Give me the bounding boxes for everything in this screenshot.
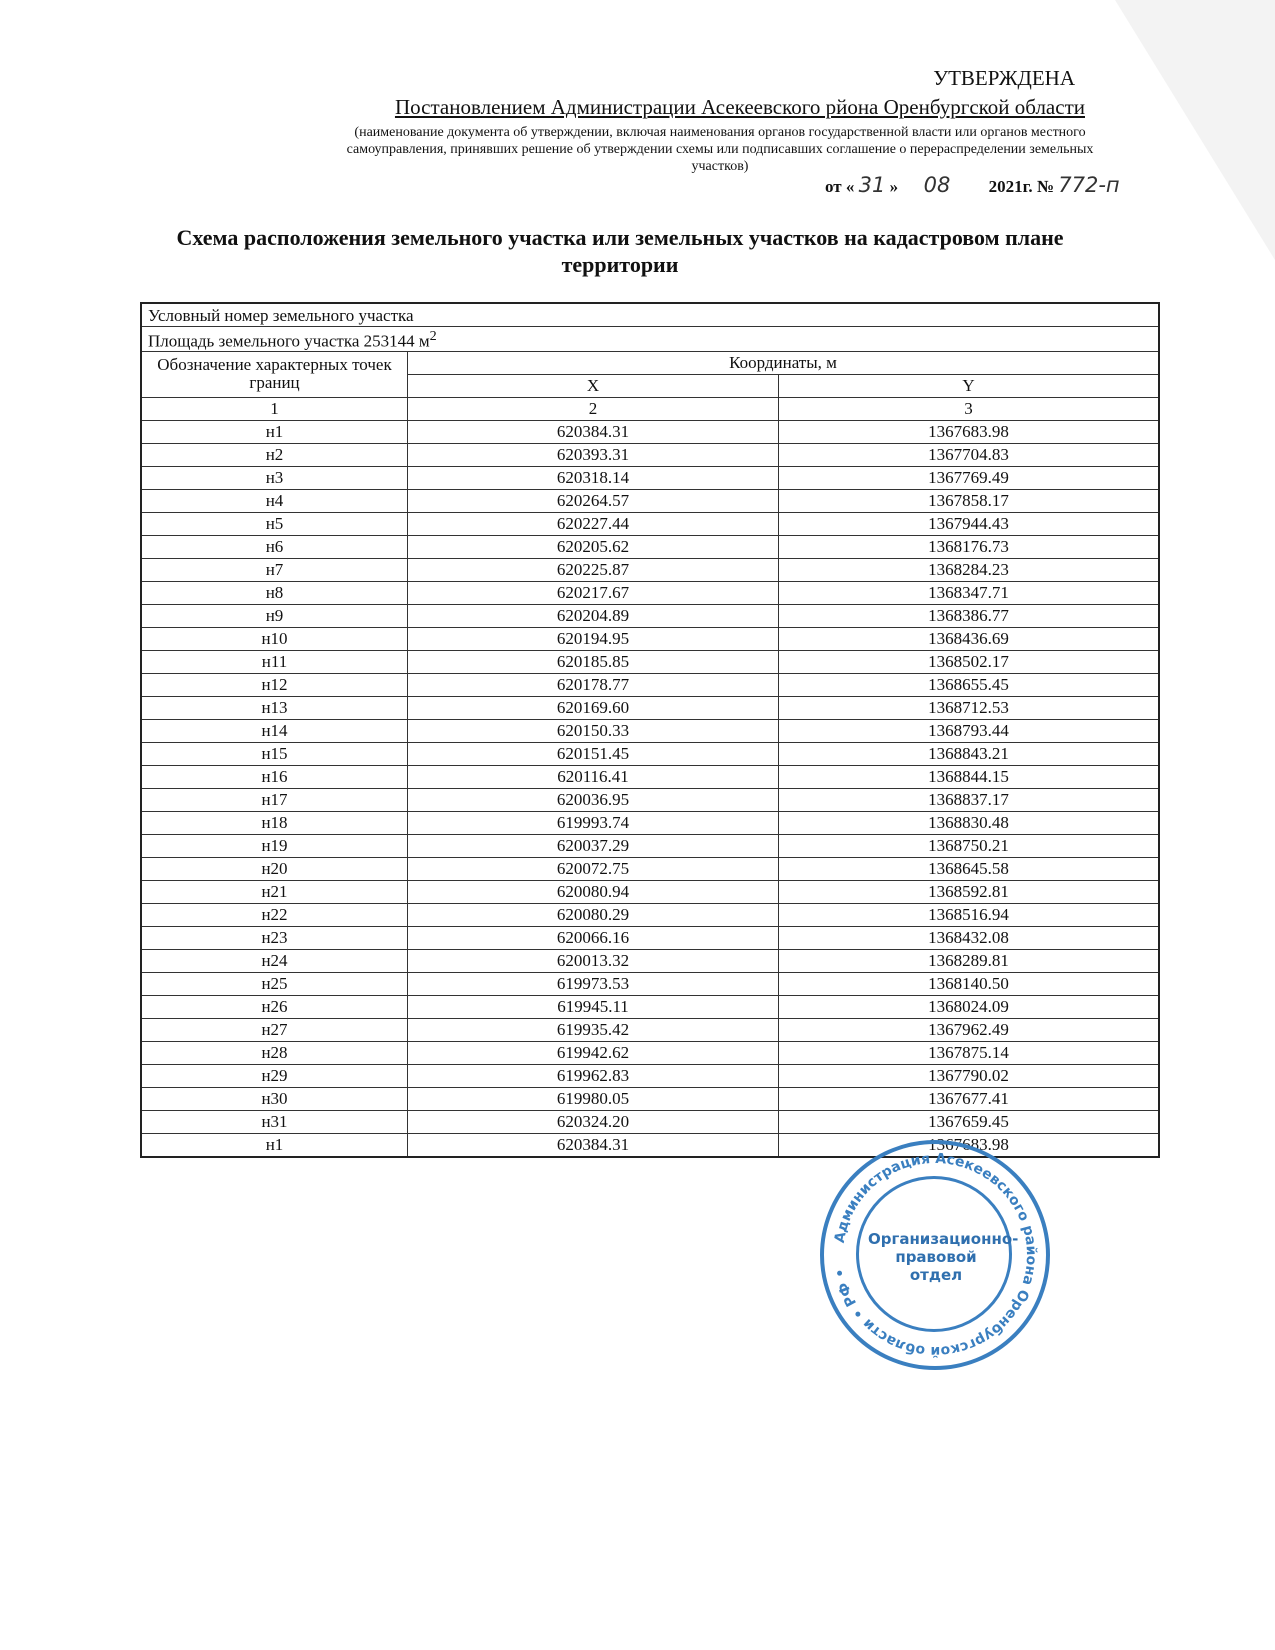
table-row: [141, 420, 1159, 443]
point-cell: н18: [141, 811, 408, 834]
area-unit-sup: 2: [429, 328, 437, 344]
x-cell: 620384.31: [408, 420, 779, 443]
y-cell: 1368837.17: [779, 788, 1160, 811]
point-cell: н15: [141, 742, 408, 765]
table-row: [141, 788, 1159, 811]
table-row: [141, 765, 1159, 788]
y-cell: 1367790.02: [779, 1064, 1160, 1087]
x-cell: 620150.33: [408, 719, 779, 742]
x-cell: 620227.44: [408, 512, 779, 535]
point-cell: н2: [141, 443, 408, 466]
x-cell: 619980.05: [408, 1087, 779, 1110]
y-cell: 1368830.48: [779, 811, 1160, 834]
table-row: [141, 627, 1159, 650]
y-cell: 1368516.94: [779, 903, 1160, 926]
x-cell: 620318.14: [408, 466, 779, 489]
point-cell: н8: [141, 581, 408, 604]
col-points-header: Обозначение характерных точек границ: [141, 351, 408, 397]
col-x-header: X: [408, 374, 779, 397]
table-row: [141, 1064, 1159, 1087]
y-cell: 1367858.17: [779, 489, 1160, 512]
y-cell: 1368655.45: [779, 673, 1160, 696]
y-cell: 1367704.83: [779, 443, 1160, 466]
x-cell: 620324.20: [408, 1110, 779, 1133]
point-cell: н17: [141, 788, 408, 811]
table-row: [141, 719, 1159, 742]
table-row: [141, 811, 1159, 834]
x-cell: 620217.67: [408, 581, 779, 604]
point-cell: н31: [141, 1110, 408, 1133]
point-cell: н25: [141, 972, 408, 995]
y-cell: 1367683.98: [779, 1133, 1160, 1157]
handwritten-number: 772-п: [1058, 173, 1120, 197]
coordinates-table: [140, 302, 1160, 1158]
stamp-center-label: Организационно-правовой отдел: [868, 1230, 1019, 1284]
col-number-1: 1: [141, 397, 408, 420]
y-cell: 1367962.49: [779, 1018, 1160, 1041]
table-row: [141, 604, 1159, 627]
point-cell: н1: [141, 420, 408, 443]
point-cell: н20: [141, 857, 408, 880]
y-cell: 1368284.23: [779, 558, 1160, 581]
x-cell: 619945.11: [408, 995, 779, 1018]
x-cell: 620151.45: [408, 742, 779, 765]
conditional-number-cell: Условный номер земельного участка: [141, 303, 1159, 327]
x-cell: 620072.75: [408, 857, 779, 880]
x-cell: 620185.85: [408, 650, 779, 673]
point-cell: н7: [141, 558, 408, 581]
x-cell: 620178.77: [408, 673, 779, 696]
y-cell: 1368289.81: [779, 949, 1160, 972]
table-row: [141, 1110, 1159, 1133]
resolution-line: Постановлением Администрации Асекеевского рйона Оренбургской области: [394, 95, 1085, 119]
table-row: [141, 535, 1159, 558]
table-row: [141, 1041, 1159, 1064]
point-cell: н14: [141, 719, 408, 742]
table-row: [141, 466, 1159, 489]
y-cell: 1368436.69: [779, 627, 1160, 650]
y-cell: 1367769.49: [779, 466, 1160, 489]
approved-heading: УТВЕРЖДЕНА: [933, 66, 1075, 90]
x-cell: 620116.41: [408, 765, 779, 788]
point-cell: н12: [141, 673, 408, 696]
point-cell: н5: [141, 512, 408, 535]
col-y-header: Y: [779, 374, 1160, 397]
table-row: [141, 1018, 1159, 1041]
x-cell: 620205.62: [408, 535, 779, 558]
approval-date-line: [825, 173, 1120, 197]
x-cell: 620036.95: [408, 788, 779, 811]
table-row: [141, 581, 1159, 604]
point-cell: н26: [141, 995, 408, 1018]
y-cell: 1368712.53: [779, 696, 1160, 719]
table-row: [141, 972, 1159, 995]
date-prefix: от «: [825, 177, 855, 196]
handwritten-day: 31: [858, 173, 886, 197]
y-cell: 1367659.45: [779, 1110, 1160, 1133]
col-number-3: 3: [779, 397, 1160, 420]
approval-note: (наименование документа об утверждении, включая наименования органов государственной власти или органов местного самоуправления, принявших решение об утверждении схемы или подписавших соглашение о перераспределении земельных участков): [346, 125, 1094, 174]
point-cell: н22: [141, 903, 408, 926]
x-cell: 620169.60: [408, 696, 779, 719]
point-cell: н23: [141, 926, 408, 949]
area-row: [141, 327, 1159, 352]
y-cell: 1368502.17: [779, 650, 1160, 673]
table-row: [141, 857, 1159, 880]
table-row: [141, 443, 1159, 466]
y-cell: 1368176.73: [779, 535, 1160, 558]
x-cell: 620037.29: [408, 834, 779, 857]
x-cell: 619962.83: [408, 1064, 779, 1087]
table-row: [141, 489, 1159, 512]
date-mid: »: [889, 177, 899, 196]
point-cell: н29: [141, 1064, 408, 1087]
table-row: [141, 903, 1159, 926]
table-row: [141, 650, 1159, 673]
point-cell: н6: [141, 535, 408, 558]
table-row: [141, 512, 1159, 535]
table-row: [141, 1087, 1159, 1110]
x-cell: 620066.16: [408, 926, 779, 949]
y-cell: 1368645.58: [779, 857, 1160, 880]
y-cell: 1368386.77: [779, 604, 1160, 627]
handwritten-month: 08: [923, 173, 951, 197]
point-cell: н21: [141, 880, 408, 903]
table-row: [141, 949, 1159, 972]
x-cell: 620384.31: [408, 1133, 779, 1157]
page-fold-shadow: [1115, 0, 1275, 260]
point-cell: н1: [141, 1133, 408, 1157]
col-number-2: 2: [408, 397, 779, 420]
table-row: [141, 742, 1159, 765]
table-row: [141, 696, 1159, 719]
point-cell: н9: [141, 604, 408, 627]
document-title: Схема расположения земельного участка или земельных участков на кадастровом плане территории: [176, 225, 1064, 277]
y-cell: 1368793.44: [779, 719, 1160, 742]
area-label: Площадь земельного участка 253144 м: [148, 331, 430, 351]
stamp-ring-label: Администрация Асекеевского района Оренбургской области • РФ •: [831, 1150, 1040, 1360]
conditional-number-row: [141, 303, 1159, 327]
y-cell: 1368432.08: [779, 926, 1160, 949]
x-cell: 619973.53: [408, 972, 779, 995]
y-cell: 1368347.71: [779, 581, 1160, 604]
x-cell: 620393.31: [408, 443, 779, 466]
y-cell: 1368750.21: [779, 834, 1160, 857]
x-cell: 620080.29: [408, 903, 779, 926]
table-row: [141, 558, 1159, 581]
point-cell: н4: [141, 489, 408, 512]
y-cell: 1367944.43: [779, 512, 1160, 535]
x-cell: 620204.89: [408, 604, 779, 627]
y-cell: 1367677.41: [779, 1087, 1160, 1110]
point-cell: н28: [141, 1041, 408, 1064]
point-cell: н19: [141, 834, 408, 857]
point-cell: н3: [141, 466, 408, 489]
table-row: [141, 995, 1159, 1018]
x-cell: 619942.62: [408, 1041, 779, 1064]
x-cell: 620225.87: [408, 558, 779, 581]
y-cell: 1367683.98: [779, 420, 1160, 443]
point-cell: н30: [141, 1087, 408, 1110]
y-cell: 1368024.09: [779, 995, 1160, 1018]
point-cell: н11: [141, 650, 408, 673]
y-cell: 1367875.14: [779, 1041, 1160, 1064]
x-cell: 619935.42: [408, 1018, 779, 1041]
x-cell: 619993.74: [408, 811, 779, 834]
point-cell: н13: [141, 696, 408, 719]
y-cell: 1368844.15: [779, 765, 1160, 788]
official-stamp: [820, 1140, 1050, 1370]
year-number-label: 2021г. №: [988, 177, 1054, 196]
x-cell: 620013.32: [408, 949, 779, 972]
point-cell: н27: [141, 1018, 408, 1041]
table-row: [141, 880, 1159, 903]
x-cell: 620264.57: [408, 489, 779, 512]
table-row: [141, 673, 1159, 696]
point-cell: н10: [141, 627, 408, 650]
column-number-row: [141, 397, 1159, 420]
header-row-1: [141, 351, 1159, 374]
area-cell: [141, 327, 1159, 352]
y-cell: 1368140.50: [779, 972, 1160, 995]
table-row: [141, 834, 1159, 857]
col-coords-header: Координаты, м: [408, 351, 1160, 374]
table-row: [141, 926, 1159, 949]
point-cell: н16: [141, 765, 408, 788]
y-cell: 1368592.81: [779, 880, 1160, 903]
x-cell: 620194.95: [408, 627, 779, 650]
x-cell: 620080.94: [408, 880, 779, 903]
point-cell: н24: [141, 949, 408, 972]
y-cell: 1368843.21: [779, 742, 1160, 765]
